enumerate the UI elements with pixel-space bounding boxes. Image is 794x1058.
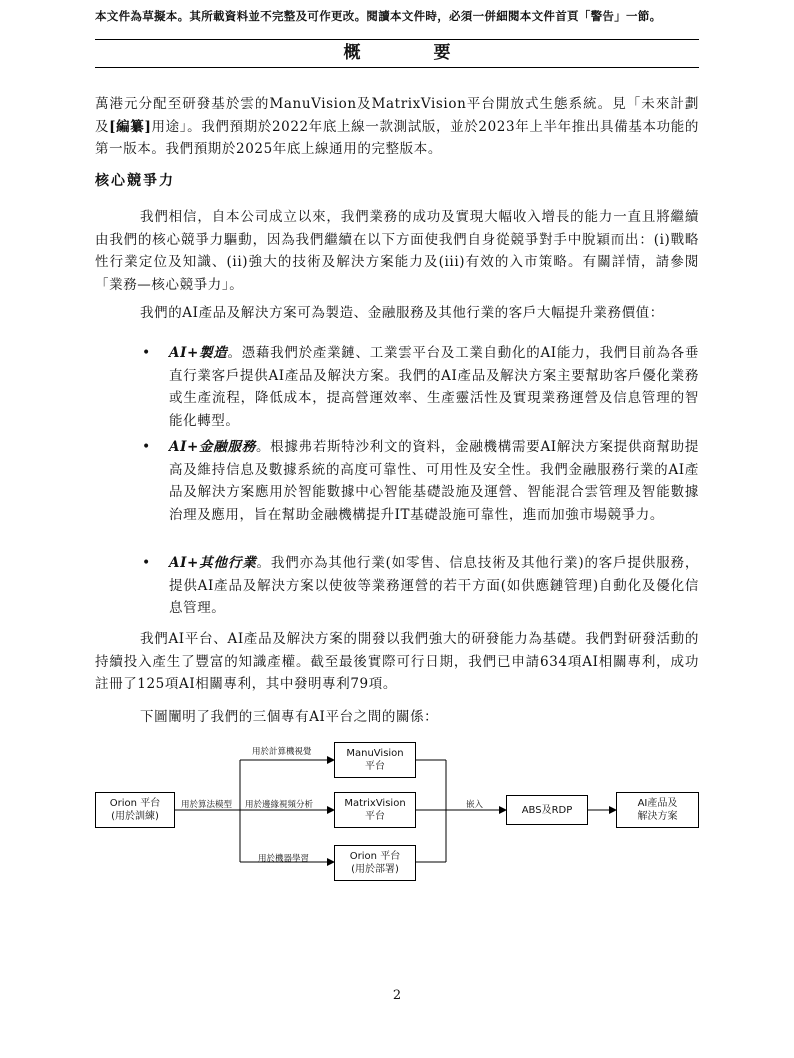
title-divider	[95, 67, 699, 68]
orion-deploy-line2: (用於部署)	[351, 864, 399, 875]
bullet-dot: •	[142, 439, 151, 455]
orion-deploy-line1: Orion 平台	[349, 851, 401, 862]
bullet-text: 。根據弗若斯特沙利文的資料，金融機構需要AI解決方案提供商幫助提高及維持信息及數據系統的高度可靠性、可用性及安全性。我們金融服務行業的AI產品及解決方案應用於智能數據中心智能基礎設施及運營、智能混合雲管理及智能數據治理及應用，旨在幫助金融機構提升IT基礎設施可靠性，進而加強市場競爭力。	[169, 439, 699, 523]
competitive-paragraph: 我們相信，自本公司成立以來，我們業務的成功及實現大幅收入增長的能力一直且將繼續由我們的核心競爭力驅動，因為我們繼續在以下方面使我們自身從競爭對手中脫穎而出：(i)戰略性行業定位及知識、(ii)強大的技術及解決方案能力及(iii)有效的入市策略。有關詳情，請參閱「業務—核心競爭力」。	[95, 209, 699, 293]
cv-label: 用於計算機視覺	[252, 747, 312, 757]
intro-text-bold: [編纂]	[109, 118, 152, 135]
rnd-paragraph: 我們AI平台、AI產品及解決方案的開發以我們強大的研發能力為基礎。我們對研發活動的持續投入產生了豐富的知識產權。截至最後實際可行日期，我們已申請634項AI相關專利，成功註冊了125項AI相關專利，其中發明專利79項。	[95, 631, 699, 692]
value-intro-paragraph: 我們的AI產品及解決方案可為製造、金融服務及其他行業的客戶大幅提升業務價值：	[140, 305, 664, 321]
orion-training-line2: (用於訓練)	[111, 811, 159, 822]
bullet-dot: •	[142, 345, 151, 361]
intro-text-pre: 萬港元分配至研發基於雲的ManuVision及MatrixVision平台開放式生態系統。見「未來計劃及	[95, 96, 699, 135]
bullet-lead: AI+其他行業	[169, 555, 257, 571]
orion-deploy-box	[334, 845, 416, 881]
intro-text-post: 用途」。我們預期於2022年底上線一款測試版，並於2023年上半年推出具備基本功能的第一版本。我們預期於2025年底上線通用的完整版本。	[95, 118, 699, 157]
orion-training-box	[95, 792, 175, 828]
ai-products-box	[616, 792, 699, 828]
bullet-financial	[142, 436, 699, 526]
bullet-other	[142, 552, 699, 620]
edge-video-label: 用於邊緣視頻分析	[245, 800, 314, 810]
manuvision-line1: ManuVision	[346, 748, 404, 759]
bullet-dot: •	[142, 555, 151, 571]
matrixvision-box	[334, 792, 416, 828]
algo-model-label: 用於算法模型	[181, 800, 233, 810]
bullet-text: 。憑藉我們於產業鏈、工業雲平台及工業自動化的AI能力，我們目前為各垂直行業客戶提供AI產品及解決方案。我們的AI產品及解決方案主要幫助客戶優化業務或生產流程，降低成本，提高營運效率、生產靈活性及實現業務運營及信息管理的智能化轉型。	[169, 345, 699, 429]
diagram-intro: 下圖闡明了我們的三個專有AI平台之間的關係：	[140, 709, 439, 725]
bullet-lead: AI+製造	[169, 345, 228, 361]
abs-rdp-box	[506, 795, 588, 825]
manuvision-box	[334, 742, 416, 778]
abs-rdp-text: ABS及RDP	[521, 804, 573, 816]
ml-label: 用於機器學習	[258, 854, 310, 864]
page-title: 概 要	[343, 43, 479, 63]
page-number: 2	[392, 988, 402, 1003]
embed-label: 嵌入	[466, 800, 484, 810]
ai-products-line1: AI產品及	[637, 798, 678, 809]
intro-paragraph	[95, 93, 699, 161]
section-heading: 核心競爭力	[95, 173, 175, 189]
header-divider	[95, 39, 699, 40]
draft-notice: 本文件為草擬本。其所載資料並不完整及可作更改。閱讀本文件時，必須一併細閱本文件首頁「警告」一節。	[95, 9, 662, 23]
bullet-text: 。我們亦為其他行業(如零售、信息技術及其他行業)的客戶提供服務，提供AI產品及解決方案以使彼等業務運營的若干方面(如供應鏈管理)自動化及優化信息管理。	[169, 555, 699, 616]
manuvision-line2: 平台	[365, 761, 385, 772]
matrixvision-line2: 平台	[365, 811, 385, 822]
bullet-manufacturing	[142, 342, 699, 432]
matrixvision-line1: MatrixVision	[344, 798, 406, 809]
orion-training-line1: Orion 平台	[109, 798, 161, 809]
bullet-lead: AI+金融服務	[169, 439, 256, 455]
ai-products-line2: 解決方案	[637, 811, 678, 822]
